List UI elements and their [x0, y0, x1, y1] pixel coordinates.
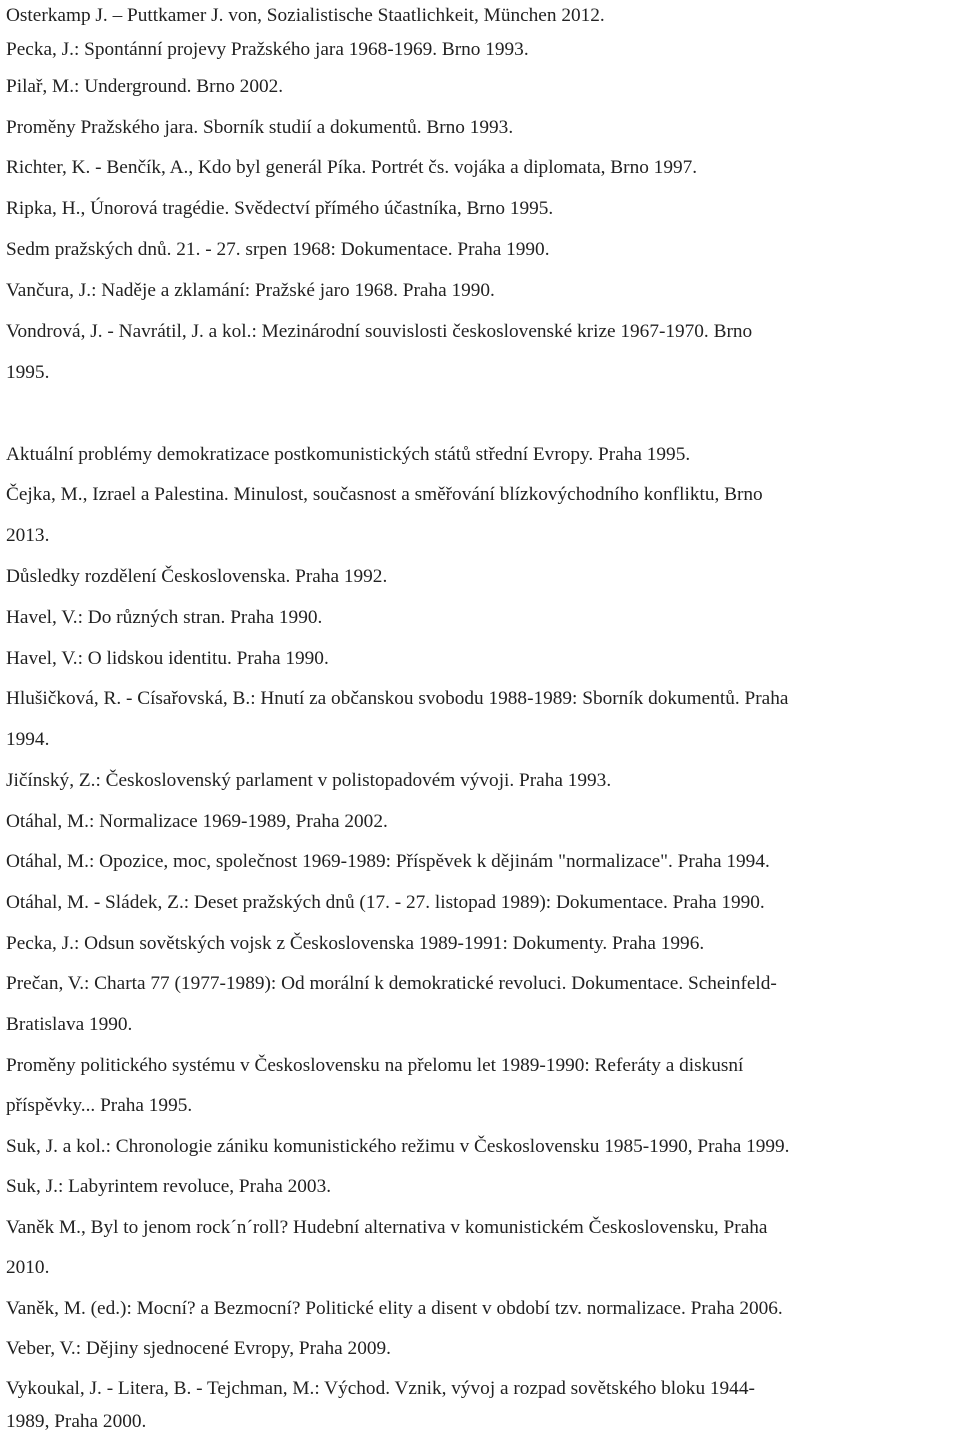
bibliography-line: Sedm pražských dnů. 21. - 27. srpen 1968: Dokumentace. Praha 1990. [6, 239, 550, 260]
bibliography-line: Pecka, J.: Spontánní projevy Pražského jara 1968-1969. Brno 1993. [6, 39, 529, 60]
bibliography-line: 1995. [6, 362, 50, 383]
bibliography-line: příspěvky... Praha 1995. [6, 1095, 193, 1116]
bibliography-line: Otáhal, M.: Opozice, moc, společnost 1969-1989: Příspěvek k dějinám "normalizace". Praha 1994. [6, 851, 770, 872]
bibliography-line: Suk, J. a kol.: Chronologie zániku komunistického režimu v Československu 1985-1990, Praha 1999. [6, 1136, 790, 1157]
bibliography-line: Richter, K. - Benčík, A., Kdo byl generál Píka. Portrét čs. vojáka a diplomata, Brno 1997. [6, 157, 698, 178]
bibliography-line: 1994. [6, 729, 50, 750]
bibliography-line: Osterkamp J. – Puttkamer J. von, Sozialistische Staatlichkeit, München 2012. [6, 5, 605, 26]
bibliography-line: Otáhal, M. - Sládek, Z.: Deset pražských dnů (17. - 27. listopad 1989): Dokumentace. Praha 1990. [6, 892, 765, 913]
bibliography-line: Jičínský, Z.: Československý parlament v polistopadovém vývoji. Praha 1993. [6, 770, 612, 791]
bibliography-line: Suk, J.: Labyrintem revoluce, Praha 2003. [6, 1176, 332, 1197]
bibliography-line: 2010. [6, 1257, 50, 1278]
bibliography-line: Aktuální problémy demokratizace postkomunistických států střední Evropy. Praha 1995. [6, 444, 691, 465]
bibliography-line: Bratislava 1990. [6, 1014, 133, 1035]
bibliography-line: Pecka, J.: Odsun sovětských vojsk z Československa 1989-1991: Dokumenty. Praha 1996. [6, 933, 705, 954]
bibliography-line: Vančura, J.: Naděje a zklamání: Pražské jaro 1968. Praha 1990. [6, 280, 495, 301]
bibliography-line: Havel, V.: Do různých stran. Praha 1990. [6, 607, 323, 628]
bibliography-line: Havel, V.: O lidskou identitu. Praha 1990. [6, 648, 329, 669]
bibliography-line: 2013. [6, 525, 50, 546]
bibliography-line: Prečan, V.: Charta 77 (1977-1989): Od morální k demokratické revoluci. Dokumentace. Scheinfeld- [6, 973, 777, 994]
bibliography-line: Proměny Pražského jara. Sborník studií a dokumentů. Brno 1993. [6, 117, 514, 138]
bibliography-line: Hlušičková, R. - Císařovská, B.: Hnutí za občanskou svobodu 1988-1989: Sborník dokumentů. Praha [6, 688, 789, 709]
bibliography-line: Čejka, M., Izrael a Palestina. Minulost, současnost a směřování blízkovýchodního konfliktu, Brno [6, 484, 763, 505]
bibliography-line: Vykoukal, J. - Litera, B. - Tejchman, M.: Východ. Vznik, vývoj a rozpad sovětského bloku 1944- [6, 1378, 755, 1399]
bibliography-line: Otáhal, M.: Normalizace 1969-1989, Praha 2002. [6, 811, 388, 832]
bibliography-line: Pilař, M.: Underground. Brno 2002. [6, 76, 284, 97]
bibliography-line: Ripka, H., Únorová tragédie. Svědectví přímého účastníka, Brno 1995. [6, 198, 554, 219]
bibliography-line: Vondrová, J. - Navrátil, J. a kol.: Mezinárodní souvislosti československé krize 1967-1970. Brno [6, 321, 753, 342]
bibliography-line: Vaněk M., Byl to jenom rock´n´roll? Hudební alternativa v komunistickém Československu, Praha [6, 1217, 768, 1238]
bibliography-line: Proměny politického systému v Československu na přelomu let 1989-1990: Referáty a diskusní [6, 1055, 744, 1076]
bibliography-line: Vaněk, M. (ed.): Mocní? a Bezmocní? Politické elity a disent v období tzv. normalizace. Praha 2006. [6, 1298, 783, 1319]
bibliography-line: Veber, V.: Dějiny sjednocené Evropy, Praha 2009. [6, 1338, 391, 1359]
bibliography-line: 1989, Praha 2000. [6, 1411, 147, 1432]
bibliography-line: Důsledky rozdělení Československa. Praha 1992. [6, 566, 388, 587]
